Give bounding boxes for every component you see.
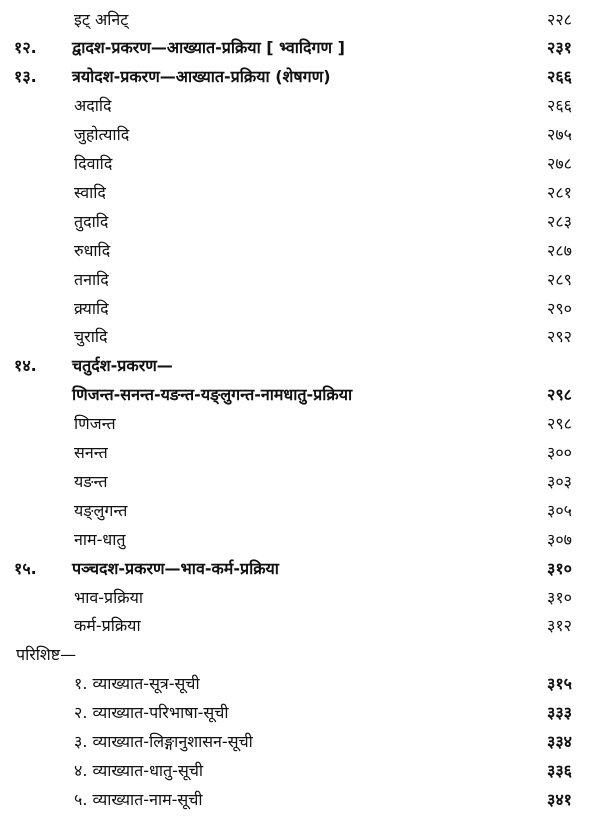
entry-title: नाम-धातु [74,529,126,549]
entry-title: २. व्याख्यात-परिभाषा-सूची [74,703,229,723]
toc-entry [0,150,600,179]
toc-entry [0,265,600,294]
entry-title: १. व्याख्यात-सूत्र-सूची [74,674,200,694]
page-number: २७५ [547,125,572,145]
page-number: २६६ [547,67,572,87]
entry-title: रुधादि [74,240,111,260]
entry-title: तनादि [74,269,109,289]
entry-title: पञ्चदश-प्रकरण—भाव-कर्म-प्रक्रिया [72,558,279,578]
page-number: २८९ [547,269,572,289]
toc-entry [0,92,600,121]
page-number: २६६ [547,96,572,116]
toc-entry [0,583,600,612]
page-number: २८३ [547,211,572,231]
toc-entry [0,641,600,670]
entry-title: ३. व्याख्यात-लिङ्गानुशासन-सूची [74,732,253,751]
entry-title: भाव-प्रक्रिया [74,587,144,607]
entry-title: ४. व्याख्यात-धातु-सूची [74,760,204,780]
page-number: ३१५ [547,674,572,694]
page-number: ३१० [547,587,572,607]
toc-entry [0,207,600,236]
page-number: २२८ [547,9,572,29]
entry-title: ५. व्याख्यात-नाम-सूची [74,789,203,809]
chapter-number: १३. [14,67,37,87]
entry-title: यङन्त [74,471,108,491]
toc-entry [0,612,600,641]
toc-entry [0,670,600,699]
page-number: २७८ [547,154,572,173]
chapter-number: १५. [14,558,37,578]
toc-entry [0,439,600,468]
entry-title: स्वादि [74,182,106,202]
page-number: ३१० [547,558,572,578]
entry-title: अदादि [74,96,112,116]
toc-entry [0,294,600,323]
page-number: ३३३ [547,703,572,723]
page-number: ३०५ [547,500,572,520]
entry-title: सनन्त [74,443,108,462]
page-number: २३१ [547,38,572,58]
entry-title: णिजन्त-सनन्त-यङन्त-यङ्लुगन्त-नामधातु-प्रक्रिया [72,385,353,405]
toc-entry [0,381,600,410]
entry-title: चुरादि [74,327,108,347]
toc-entry [0,496,600,525]
entry-title: द्वादश-प्रकरण—आख्यात-प्रक्रिया [ भ्वादिगण ] [72,38,345,58]
page-number: ३०० [547,443,572,462]
toc-entry [0,525,600,554]
toc-entry [0,467,600,496]
toc-entry [0,699,600,728]
entry-title: कर्म-प्रक्रिया [74,616,141,636]
page-number: ३१२ [547,616,572,636]
page-number: २८१ [547,182,572,202]
page-number: ३३६ [547,760,572,780]
entry-title: जुहोत्यादि [74,125,130,145]
entry-title: दिवादि [74,154,113,173]
page-number: २९८ [547,385,572,405]
entry-title: त्रयोदश-प्रकरण—आख्यात-प्रक्रिया (शेषगण) [72,67,331,87]
entry-title: क्र्यादि [74,298,109,318]
toc-entry [0,554,600,583]
page-number: ३०७ [547,529,572,549]
entry-title: इट् अनिट् [74,9,129,29]
page-number: २९८ [547,414,572,434]
entry-title: चतुर्दश-प्रकरण— [72,356,173,376]
entry-title: परिशिष्ट— [16,645,77,665]
page-number: ३०३ [547,471,572,491]
toc-entry [0,785,600,814]
toc-entry [0,756,600,785]
page-number: २९० [547,298,572,318]
toc-entry [0,728,600,757]
toc-entry [0,121,600,150]
toc-entry [0,323,600,352]
page-number: २९२ [547,327,572,347]
toc-entry [0,178,600,207]
toc-entry [0,5,600,34]
toc-entry [0,236,600,265]
toc-entry [0,352,600,381]
entry-title: णिजन्त [74,414,116,434]
toc-entry [0,34,600,63]
toc-entry [0,63,600,92]
chapter-number: १४. [14,356,37,376]
page-number: ३३४ [547,732,572,751]
chapter-number: १२. [14,38,37,58]
toc-entry [0,410,600,439]
page-number: २८७ [547,240,572,260]
entry-title: तुदादि [74,211,109,231]
entry-title: यङ्लुगन्त [74,500,128,520]
page-number: ३४१ [547,789,572,809]
